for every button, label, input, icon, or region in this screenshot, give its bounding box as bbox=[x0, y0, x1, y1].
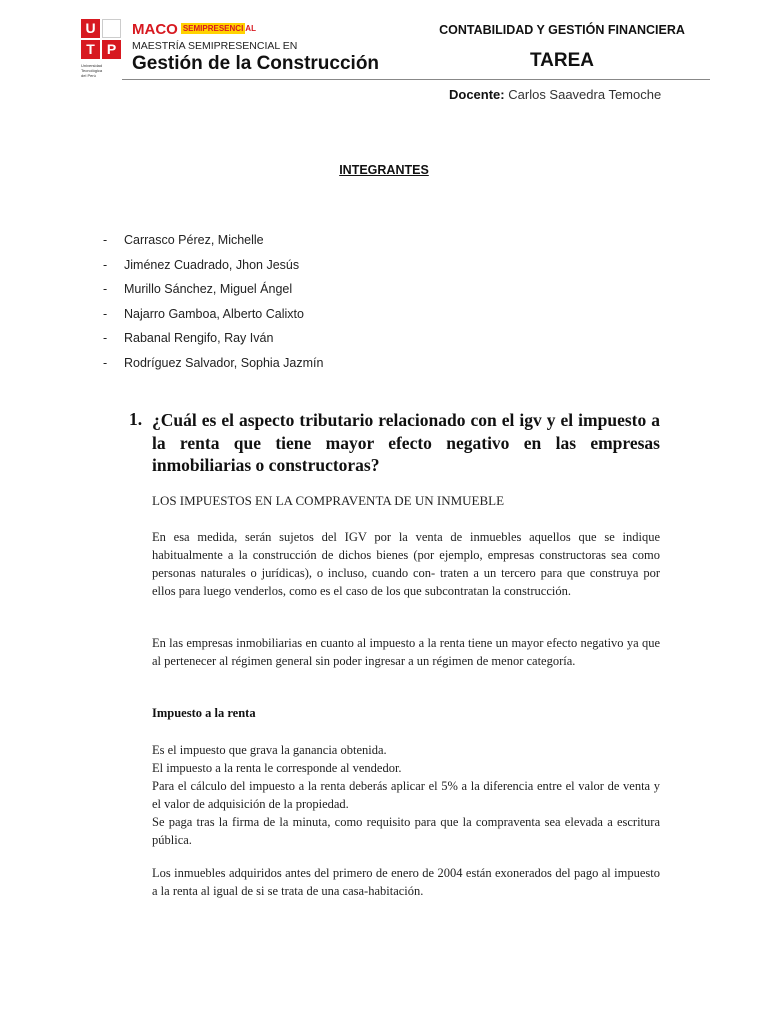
question-number: 1. bbox=[129, 409, 143, 429]
course-title: CONTABILIDAD Y GESTIÓN FINANCIERA bbox=[439, 23, 685, 37]
teacher-line bbox=[449, 87, 661, 102]
logo-letter-u: U bbox=[81, 19, 100, 38]
utp-logo bbox=[81, 19, 122, 85]
renta-heading: Impuesto a la renta bbox=[152, 706, 256, 720]
logo-caption: Universidad Tecnológica del Perú bbox=[81, 63, 103, 78]
list-item: - Carrasco Pérez, Michelle bbox=[103, 233, 264, 247]
program-badge-tail: AL bbox=[245, 24, 256, 33]
document-type: TAREA bbox=[529, 50, 595, 71]
program-badge: SEMIPRESENCI bbox=[182, 24, 244, 33]
member-name: Carrasco Pérez, Michelle bbox=[124, 233, 264, 247]
teacher-label: Docente: bbox=[449, 87, 505, 102]
header-divider bbox=[122, 79, 710, 80]
list-item: - Jiménez Cuadrado, Jhon Jesús bbox=[103, 257, 300, 272]
members-list bbox=[103, 233, 323, 380]
members-heading: INTEGRANTES bbox=[339, 163, 429, 177]
member-name: Rodríguez Salvador, Sophia Jazmín bbox=[124, 355, 324, 370]
logo-letter-t: T bbox=[81, 40, 100, 59]
program-brand-line bbox=[132, 21, 256, 38]
member-name: Najarro Gamboa, Alberto Calixto bbox=[124, 306, 304, 321]
paragraph-exoneration: Los inmuebles adquiridos antes del primero de enero de 2004 están exonerados del pago al impuesto a la renta al igual de si se trata de una casa-habitación. bbox=[152, 866, 660, 898]
logo-blank-cell bbox=[102, 19, 121, 38]
paragraph-renta-effect: En las empresas inmobiliarias en cuanto al impuesto a la renta tiene un mayor efecto negativo ya que al pertenecer al régimen general sin poder ingresar a un régimen de menor categoría. bbox=[152, 636, 660, 668]
program-brand: MACO bbox=[132, 21, 178, 38]
renta-line: Se paga tras la firma de la minuta, como requisito para que la compraventa sea elevada a escritura pública. bbox=[152, 815, 660, 847]
renta-line: Es el impuesto que grava la ganancia obtenida. bbox=[152, 743, 387, 757]
paragraph-igv: En esa medida, serán sujetos del IGV por la venta de inmuebles aquellos que se indique habitualmente a la construcción de dichos bienes (por ejemplo, empresas constructoras sea como personas naturales o jurídicas), o incluso, cuando con- traten a un tercero para que construya por ellos para luego venderlos, como es el caso de los que subcontratan la construcción. bbox=[152, 530, 660, 598]
list-item: - Rodríguez Salvador, Sophia Jazmín bbox=[103, 355, 324, 370]
renta-line: Para el cálculo del impuesto a la renta deberás aplicar el 5% a la diferencia entre el valor de venta y el valor de adquisición de la propiedad. bbox=[152, 779, 660, 811]
program-subtitle: MAESTRÍA SEMIPRESENCIAL EN bbox=[132, 40, 298, 52]
question-text: ¿Cuál es el aspecto tributario relacionado con el igv y el impuesto a la renta que tiene mayor efecto negativo en las empresas inmobiliarias o constructoras? bbox=[152, 410, 660, 475]
member-name: Jiménez Cuadrado, Jhon Jesús bbox=[124, 257, 300, 272]
list-item: - Murillo Sánchez, Miguel Ángel bbox=[103, 282, 293, 296]
program-title: Gestión de la Construcción bbox=[132, 53, 380, 74]
teacher-name: Carlos Saavedra Temoche bbox=[508, 87, 662, 102]
logo-letter-p: P bbox=[102, 40, 121, 59]
list-item: - Rabanal Rengifo, Ray Iván bbox=[103, 331, 274, 345]
member-name: Murillo Sánchez, Miguel Ángel bbox=[124, 282, 293, 296]
renta-line: El impuesto a la renta le corresponde al vendedor. bbox=[152, 761, 402, 775]
section-subtitle: LOS IMPUESTOS EN LA COMPRAVENTA DE UN INMUEBLE bbox=[152, 493, 505, 508]
member-name: Rabanal Rengifo, Ray Iván bbox=[124, 331, 274, 345]
renta-lines bbox=[152, 741, 660, 849]
list-item: - Najarro Gamboa, Alberto Calixto bbox=[103, 306, 304, 321]
